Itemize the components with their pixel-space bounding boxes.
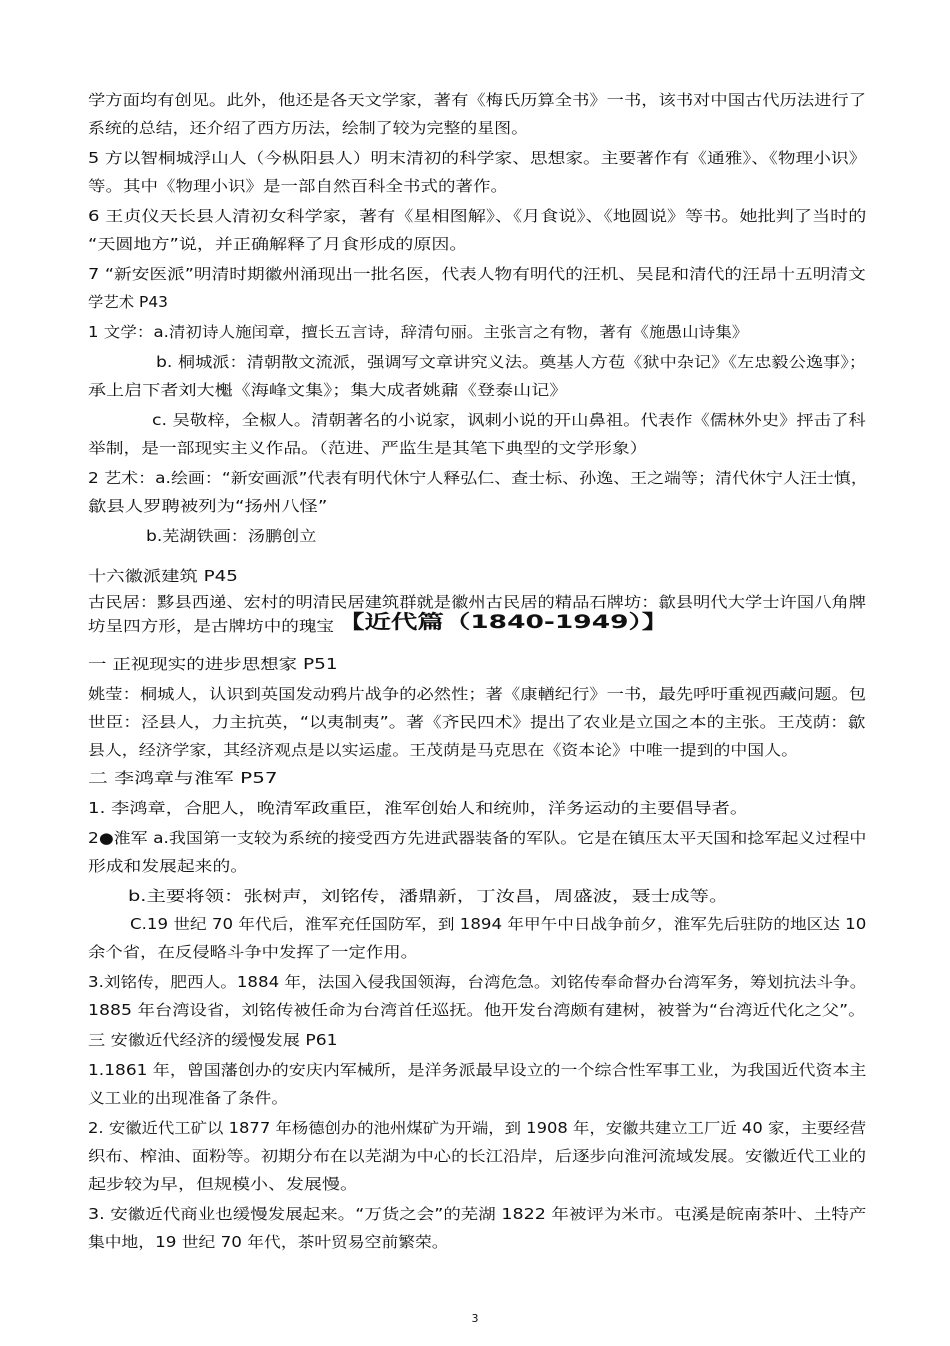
text-line: 起步较为早，但规模小、发展慢。	[88, 1175, 359, 1193]
text-line: 十六徽派建筑 P45	[88, 567, 238, 585]
text-line: 1885 年台湾设省，刘铭传被任命为台湾首任巡抚。他开发台湾颇有建树，被誉为“台湾近代化之父”。	[88, 1001, 866, 1019]
text-line: b.芜湖铁画：汤鹏创立	[146, 527, 317, 545]
text-line: 系统的总结，还介绍了西方历法，绘制了较为完整的星图。	[88, 119, 529, 137]
text-line: b.主要将领：张树声，刘铭传，潘鼎新，丁汝昌，周盛波，聂士成等。	[128, 887, 729, 905]
text-line: 县人，经济学家，其经济观点是以实运虚。王茂荫是马克思在《资本论》中唯一提到的中国人。	[88, 741, 799, 759]
text-line: 歙县人罗聘被列为“扬州八怪”	[88, 497, 328, 515]
text-line: 世臣：泾县人，力主抗英，“以夷制夷”。著《齐民四术》提出了农业是立国之本的主张。王茂荫：歙	[88, 713, 866, 731]
text-line: 等。其中《物理小识》是一部自然百科全书式的著作。	[88, 177, 509, 195]
section-heading: 【近代篇（1840-1949）】	[338, 611, 669, 633]
text-line: 二 李鸿章与淮军 P57	[88, 769, 278, 787]
text-line: 义工业的出现准备了条件。	[88, 1089, 289, 1107]
text-line: 承上启下者刘大櫆《海峰文集》；集大成者姚鼐《登泰山记》	[88, 381, 568, 399]
text-line: 1.1861 年，曾国藩创办的安庆内军械所，是洋务派最早设立的一个综合性军事工业，为我国近代资本主	[88, 1061, 867, 1079]
text-line: 学方面均有创见。此外，他还是各天文学家，著有《梅氏历算全书》一书，该书对中国古代历法进行了	[88, 91, 867, 109]
text-line: 集中地，19 世纪 70 年代，茶叶贸易空前繁荣。	[88, 1233, 449, 1251]
text-line: 2 艺术：a.绘画：“新安画派”代表有明代休宁人释弘仁、查士标、孙逸、王之端等；清代休宁人汪士慎，	[88, 469, 868, 487]
text-line: 3. 安徽近代商业也缓慢发展起来。“万货之会”的芜湖 1822 年被评为米市。屯溪是皖南茶叶、土特产	[88, 1205, 867, 1223]
text-line: 5 方以智桐城浮山人（今枞阳县人）明末清初的科学家、思想家。主要著作有《通雅》、《物理小识》	[88, 149, 867, 167]
text-line: 姚莹：桐城人，认识到英国发动鸦片战争的必然性；著《康輶纪行》一书，最先呼吁重视西藏问题。包	[88, 685, 867, 703]
text-line: 坊呈四方形，是古牌坊中的瑰宝	[88, 617, 335, 635]
text-line: C.19 世纪 70 年代后，淮军充任国防军，到 1894 年甲午中日战争前夕，淮军先后驻防的地区达 10	[130, 915, 867, 933]
text-line: 三 安徽近代经济的缓慢发展 P61	[88, 1031, 338, 1049]
text-line: 6 王贞仪天长县人清初女科学家，著有《星相图解》、《月食说》、《地圆说》等书。她批判了当时的	[88, 207, 867, 225]
text-line: 2. 安徽近代工矿以 1877 年杨德创办的池州煤矿为开端，到 1908 年，安徽共建立工厂近 40 家，主要经营	[88, 1119, 867, 1137]
text-line: 1. 李鸿章，合肥人，晚清军政重臣，淮军创始人和统帅，洋务运动的主要倡导者。	[88, 799, 749, 817]
text-line: 一 正视现实的进步思想家 P51	[88, 655, 338, 673]
text-line: 2●淮军 a.我国第一支较为系统的接受西方先进武器装备的军队。它是在镇压太平天国和捻军起义过程中	[88, 829, 867, 847]
page-number: 3	[471, 1312, 479, 1325]
text-line: 举制，是一部现实主义作品。（范进、严监生是其笔下典型的文学形象）	[88, 439, 648, 457]
text-line: 古民居：黟县西递、宏村的明清民居建筑群就是徽州古民居的精品石牌坊：歙县明代大学士许国八角牌	[88, 593, 867, 611]
text-line: 1 文学：a.清初诗人施闰章，擅长五言诗，辞清句丽。主张言之有物，著有《施愚山诗集》	[88, 323, 749, 341]
text-line: “天圆地方”说，并正确解释了月食形成的原因。	[88, 235, 468, 253]
text-line: c. 吴敬梓，全椒人。清朝著名的小说家，讽刺小说的开山鼻祖。代表作《儒林外史》抨击了科	[152, 411, 866, 429]
text-line: 织布、榨油、面粉等。初期分布在以芜湖为中心的长江沿岸，后逐步向淮河流域发展。安徽近代工业的	[88, 1147, 867, 1165]
text-line: 学艺术 P43	[88, 293, 168, 311]
text-line: 形成和发展起来的。	[88, 857, 249, 875]
text-line: 7 “新安医派”明清时期徽州涌现出一批名医，代表人物有明代的汪机、吴昆和清代的汪昂十五明清文	[88, 265, 866, 283]
text-line: 3.刘铭传，肥西人。1884 年，法国入侵我国领海，台湾危急。刘铭传奉命督办台湾军务，筹划抗法斗争。	[88, 973, 867, 991]
text-line: 余个省，在反侵略斗争中发挥了一定作用。	[88, 943, 419, 961]
text-line: b. 桐城派：清朝散文流派，强调写文章讲究义法。奠基人方苞《狱中杂记》《左忠毅公逸事》；	[156, 353, 867, 371]
